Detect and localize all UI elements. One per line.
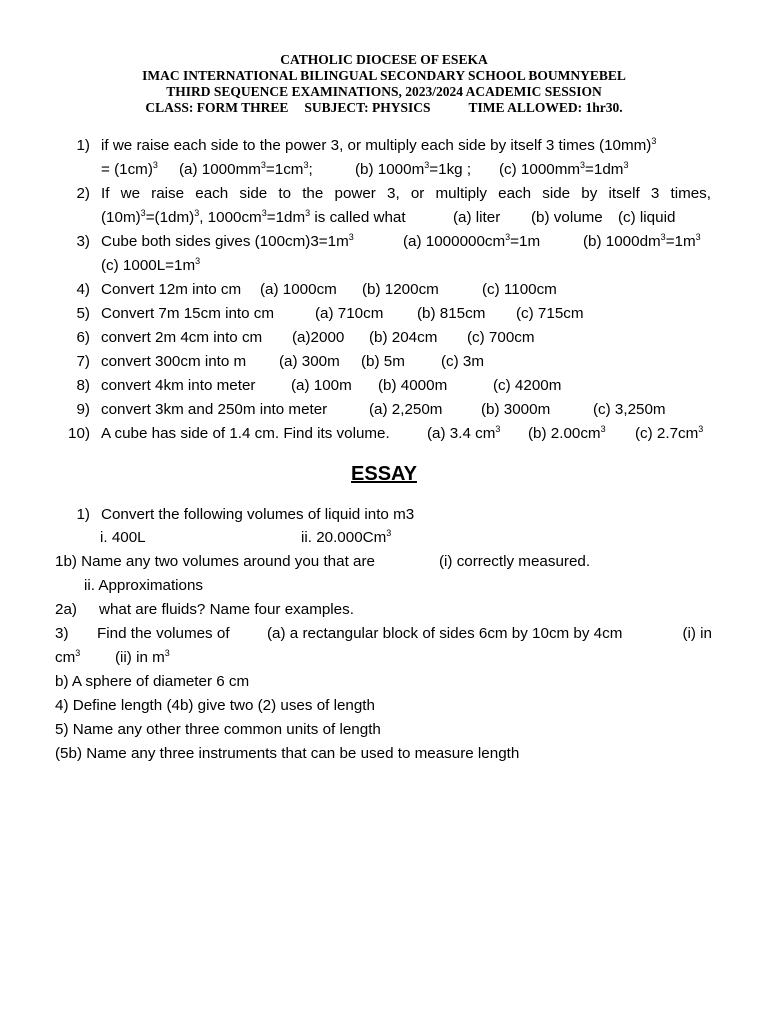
option-b: (b) 815cm — [417, 305, 486, 322]
option-c: (c) liquid — [618, 209, 676, 226]
option-b: (b) 204cm — [369, 329, 438, 346]
school-name: IMAC INTERNATIONAL BILINGUAL SECONDARY SCHOOL BOUMNYEBEL — [142, 68, 626, 83]
question-number: 4) — [76, 281, 90, 298]
option-c: (c) $1000mm^3=1dm^3$ — [499, 160, 629, 178]
option-a: (a) liter — [453, 209, 501, 226]
part-ii: ii. Approximations — [84, 577, 204, 594]
question-2-options — [101, 208, 676, 228]
option-a: (a) 300m — [279, 353, 340, 370]
question-number: 2a) — [55, 601, 77, 618]
question-number: 7) — [76, 353, 90, 370]
question-number: 1) — [76, 506, 90, 523]
option-c: (c) 700cm — [467, 329, 535, 346]
option-b: (b) volume — [531, 209, 603, 226]
option-a: (a) 100m — [291, 377, 352, 394]
option-b: (b) 3000m — [481, 401, 551, 418]
option-b: (b) $1000m^3=1kg$ ; — [355, 160, 472, 178]
subject-label: SUBJECT: PHYSICS — [304, 100, 431, 115]
question-number: 3) — [76, 233, 90, 250]
question-number: 2) — [76, 185, 90, 202]
essay-question-5: 5) Name any other three common units of length — [55, 721, 381, 738]
option-b: (b) 4000m — [378, 377, 448, 394]
part-i: (i) in — [682, 625, 712, 642]
option-b: (b) 5m — [361, 353, 405, 370]
diocese-title: CATHOLIC DIOCESE OF ESEKA — [280, 52, 488, 67]
option-a: (a) $1000mm^3=1cm^3$; — [179, 160, 313, 178]
essay-heading: ESSAY — [351, 463, 417, 485]
question-stem: convert 3km and 250m into meter — [101, 401, 328, 418]
essay-question-3b: b) A sphere of diameter 6 cm — [55, 673, 250, 690]
option-c: (c) 1100cm — [482, 281, 557, 298]
option-a: (a) 3.4 $cm^3$ — [427, 424, 501, 442]
option-a: (a) 710cm — [315, 305, 384, 322]
question-number: 3) — [55, 625, 69, 642]
question-number: 10) — [68, 425, 90, 442]
question-stem: if we raise each side to the power 3, or multiply each side by itself 3 times $(10mm)^3$ — [101, 136, 657, 154]
option-b: (b) $1000dm^3=1m^3$ — [583, 232, 701, 250]
question-stem: Convert the following volumes of liquid into m3 — [101, 506, 415, 523]
option-a: (a) $1000000cm^3=1m$ — [403, 232, 541, 250]
essay-question-5b: (5b) Name any three instruments that can be used to measure length — [55, 745, 520, 762]
option-c: (c) $2.7cm^3$ — [635, 424, 704, 442]
essay-question-3 — [55, 624, 712, 644]
question-stem-cont: $(10m)^3=(1dm)^3$, $1000cm^3=1dm^3$ is called what — [101, 208, 406, 226]
option-a: (a)2000 — [292, 329, 345, 346]
time-allowed: TIME ALLOWED: 1hr30. — [468, 100, 623, 115]
option-c: (c) $1000L=1m^3$ — [101, 256, 201, 274]
question-number: 8) — [76, 377, 90, 394]
option-c: (c) 3,250m — [593, 401, 666, 418]
part-i: i. 400L — [100, 529, 146, 546]
option-c: (c) 715cm — [516, 305, 584, 322]
question-number: 5) — [76, 305, 90, 322]
option-a: (a) 1000cm — [260, 281, 337, 298]
question-stem: Convert 7m 15cm into cm — [101, 305, 275, 322]
question-number: 9) — [76, 401, 90, 418]
question-1-options — [101, 160, 629, 180]
question-stem: Convert 12m into cm — [101, 281, 242, 298]
exam-header — [0, 52, 768, 116]
question-stem: Cube both sides gives $(100cm)3=1m^3$ — [101, 232, 354, 250]
exam-session: THIRD SEQUENCE EXAMINATIONS, 2023/2024 ACADEMIC SESSION — [166, 84, 602, 99]
unit-cm3: $cm^3$ — [55, 648, 81, 666]
class-label: CLASS: FORM THREE — [145, 100, 289, 115]
question-stem: Find the volumes of — [97, 625, 230, 642]
essay-question-3-units — [55, 648, 170, 668]
option-a: (a) 2,250m — [369, 401, 443, 418]
question-stem: what are fluids? Name four examples. — [99, 601, 354, 618]
option-b: (b) $2.00cm^3$ — [528, 424, 606, 442]
question-stem: 1b) Name any two volumes around you that are — [55, 553, 375, 570]
question-stem: A cube has side of 1.4 cm. Find its volume. — [101, 425, 390, 442]
essay-question-1b-ii — [84, 576, 203, 596]
option-c: (c) 3m — [441, 353, 485, 370]
part-ii: (ii) in $m^3$ — [115, 648, 170, 666]
part-ii: ii. 20.000Cm$^3$ — [301, 528, 392, 546]
option-b: (b) 1200cm — [362, 281, 439, 298]
question-stem: convert 2m 4cm into cm — [101, 329, 263, 346]
question-number: 1) — [76, 137, 90, 154]
question-number: 6) — [76, 329, 90, 346]
part-a: (a) a rectangular block of sides 6cm by 10cm by 4cm — [267, 625, 623, 642]
exam-info-line — [0, 100, 768, 116]
option-c: (c) 4200m — [493, 377, 562, 394]
question-stem: If we raise each side to the power 3, or multiply each side by itself 3 times, — [101, 185, 711, 202]
essay-question-4: 4) Define length (4b) give two (2) uses of length — [55, 697, 375, 714]
part-i: (i) correctly measured. — [439, 553, 591, 570]
question-stem: convert 300cm into m — [101, 353, 247, 370]
essay-question-2a — [55, 600, 354, 620]
question-stem: convert 4km into meter — [101, 377, 256, 394]
question-stem-cont: = $(1cm)^3$ — [101, 160, 158, 178]
question-3-option-c — [101, 256, 200, 276]
essay-question-1-parts — [100, 528, 392, 548]
essay-question-1b — [55, 552, 591, 572]
